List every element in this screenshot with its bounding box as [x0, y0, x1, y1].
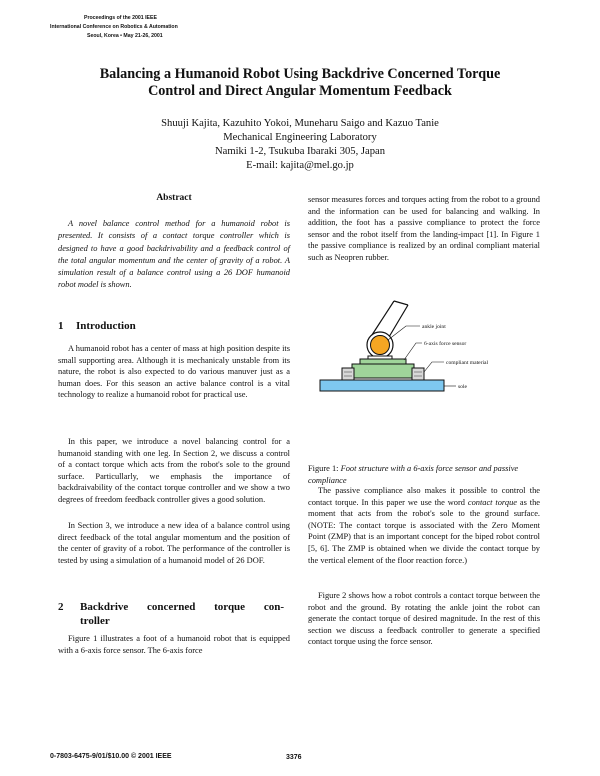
figure-1-caption-text: Foot structure with a 6-axis force sensor and passive compliance — [308, 464, 519, 485]
author-lab: Mechanical Engineering Laboratory — [223, 132, 377, 143]
sole-plate — [320, 380, 444, 391]
intro-paragraph-3: In Section 3, we introduce a new idea of a balance control using direct feedback of the total angular momentum and the position of the center of gravity of a robot. The performance of the controller is tested by using a simulation of a humanoid model of 26 DOF. — [58, 521, 290, 565]
leader-ankle — [388, 326, 420, 340]
intro-paragraph-2: In this paper, we introduce a novel balancing control for a humanoid standing with one leg. In Section 2, we discuss a control of a contact torque which acts from the robot's sole to the ground surface. Particullarly, we emphasis the importance of backdraivability of the contact torque controller and we show a two degrees of freedom feedback controller gives a good solution. — [58, 437, 290, 504]
paper-title — [40, 66, 560, 100]
label-force-sensor: 6-axis force sensor — [424, 341, 467, 347]
section-2-paragraph-1: Figure 1 illustrates a foot of a humanoid robot that is equipped with a 6-axis force sensor. The 6-axis force — [58, 634, 290, 655]
section-2-paragraph-2 — [308, 485, 540, 566]
compliant-block-left — [342, 368, 354, 380]
paragraph-2-text-b: as the moment that acts from the robot's sole to the ground surface. (NOTE: The contact torque is associated with the Zero Moment Point (ZMP) that is an important concept for the biped robot control [5, 6]. The ZMP is obtained when we divide the contact torque by the vertical element of the floor reaction force.) — [308, 497, 540, 565]
proceedings-header — [50, 14, 178, 41]
section-2-number: 2 — [58, 601, 64, 613]
section-1-number: 1 — [58, 320, 64, 332]
figure-1 — [308, 296, 540, 431]
compliant-block-right — [412, 368, 424, 380]
force-sensor-body — [352, 364, 414, 378]
author-block — [40, 117, 560, 173]
label-ankle-joint: ankle joint — [422, 324, 446, 330]
paragraph-2-text-a: The passive compliance also makes it possible to control the contact torque. In this paper we use the word — [308, 486, 540, 507]
abstract-heading: Abstract — [156, 193, 192, 203]
title-line-1: Balancing a Humanoid Robot Using Backdrive Concerned Torque — [99, 66, 501, 82]
section-2-heading — [58, 600, 290, 628]
leader-compliant — [424, 362, 444, 372]
leader-sensor — [404, 343, 422, 360]
section-2-paragraph-1-cont: sensor measures forces and torques acting from the robot to a ground and the information can be used for balancing and walking. In addition, the foot has a passive compliance to protect the force sensor and the robot itself from the landing-impact [1]. In Figure 1 the passive compliance is realized by an ordinal compliant material such as Neopren rubber. — [308, 195, 540, 262]
figure-1-caption — [308, 463, 540, 486]
title-line-2: Control and Direct Angular Momentum Feedback — [148, 83, 452, 99]
contact-torque-term: contact torque — [467, 497, 517, 507]
proceedings-line-2: International Conference on Robotics & Automation — [50, 24, 178, 30]
label-sole: sole — [458, 384, 468, 390]
figure-1-caption-prefix: Figure 1: — [308, 464, 339, 474]
proceedings-line-3: Seoul, Korea • May 21-26, 2001 — [87, 33, 163, 39]
section-2-paragraph-3: Figure 2 shows how a robot controls a contact torque between the robot and the ground. By rotating the ankle joint the robot can generate the contact torque of desired magnitude. In the rest of this section we discuss a feedback controller to generate a specified contact torque using the force sensor. — [308, 591, 540, 647]
label-compliant-material: compliant material — [446, 360, 489, 366]
copyright-footer: 0-7803-6475-9/01/$10.00 © 2001 IEEE — [50, 753, 172, 760]
page-number: 3376 — [286, 754, 302, 761]
section-2-title-line-1: Backdrive concerned torque con- — [80, 601, 284, 613]
foot-structure-diagram — [308, 296, 540, 431]
ankle-joint-circle — [371, 336, 390, 355]
intro-paragraph-1: A humanoid robot has a center of mass at high position despite its small supporting area. Although it is mechanicaly unstable from its nature, the robot is also expected to do various manuver just as a human does. For this season an active balance control is a vital technology to realize a humanoid robot for practical use. — [58, 344, 290, 400]
author-names: Shuuji Kajita, Kazuhito Yokoi, Muneharu Saigo and Kazuo Tanie — [161, 118, 439, 129]
section-2-title-line-2: troller — [80, 615, 110, 627]
abstract-body: A novel balance control method for a humanoid robot is presented. It consists of a contact torque controller which is designed to have a good backdrivability and a feedback control of the total angular momentum and the center of gravity of a robot. A simulation result of a balance control using a 26 DOF humanoid robot model is shown. — [58, 219, 290, 289]
proceedings-line-1: Proceedings of the 2001 IEEE — [84, 15, 157, 21]
section-1-title: Introduction — [76, 320, 136, 332]
section-1-heading — [58, 319, 290, 333]
author-address: Namiki 1-2, Tsukuba Ibaraki 305, Japan — [215, 146, 385, 157]
author-email: E-mail: kajita@mel.go.jp — [246, 160, 354, 171]
